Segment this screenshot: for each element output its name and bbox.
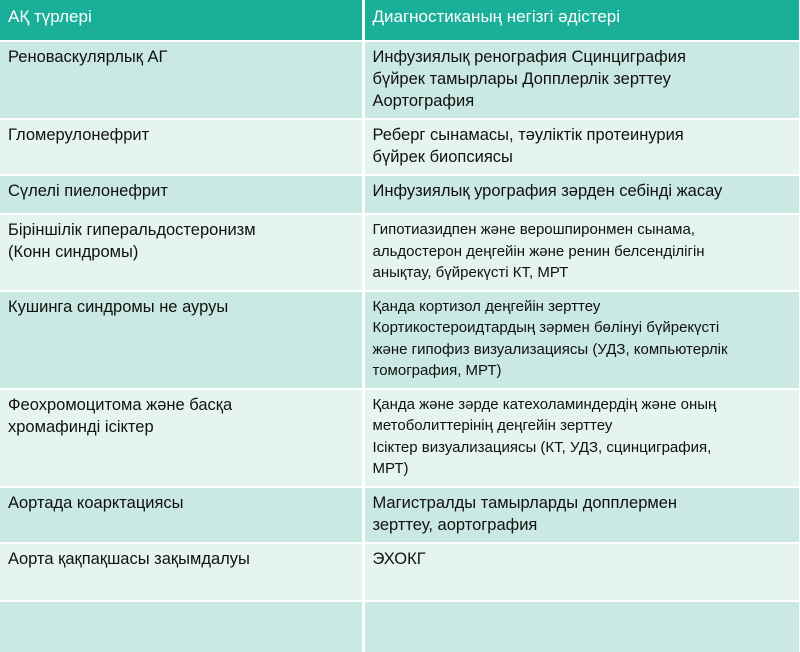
type-cell <box>0 175 363 214</box>
table-row <box>0 389 800 487</box>
table-row <box>0 41 800 119</box>
table-row-partial <box>0 601 800 652</box>
cell-line: метоболиттерінің деңгейін зерттеу <box>372 417 613 434</box>
table-row <box>0 119 800 175</box>
type-cell <box>0 41 363 119</box>
cell-line: Қанда кортизол деңгейін зерттеу <box>372 297 601 315</box>
type-cell <box>0 119 363 175</box>
cell-line: томография, МРТ) <box>372 362 502 379</box>
method-cell <box>363 487 800 543</box>
cell-line: ЭХОКГ <box>372 549 426 568</box>
cell-line: Гломерулонефрит <box>8 126 150 144</box>
header-hypertension-types: АҚ түрлері <box>0 0 363 41</box>
cell-line: Реберг сынамасы, тәуліктік протеинурия <box>372 126 684 144</box>
cell-line: бүйрек тамырлары Допплерлік зерттеу <box>372 70 671 88</box>
method-cell <box>363 119 800 175</box>
cell-line: Аорта қақпақшасы зақымдалуы <box>8 549 250 568</box>
table-row <box>0 214 800 291</box>
table-row <box>0 291 800 389</box>
cell-line: Магистралды тамырларды допплермен <box>372 493 678 512</box>
cell-line: және гипофиз визуализациясы (УДЗ, компьютерлік <box>372 340 728 358</box>
cell-line: Сүлелі пиелонефрит <box>8 182 168 200</box>
cell-line: МРТ) <box>372 460 409 477</box>
cell-line: Феохромоцитома және басқа <box>8 395 233 414</box>
method-cell <box>363 543 800 601</box>
cell-line: Инфузиялық урография зәрден себінді жасау <box>372 182 723 200</box>
cell-line: бүйрек биопсиясы <box>372 148 513 166</box>
cell-line: Аортада коарктациясы <box>8 493 184 512</box>
cell-line: Кушинга синдромы не ауруы <box>8 297 229 316</box>
cell-line: Кортикостероидтардың зәрмен бөлінуі бүйрекүсті <box>372 319 720 336</box>
type-cell <box>0 291 363 389</box>
table-header-row <box>0 0 800 41</box>
method-cell <box>363 389 800 487</box>
type-cell <box>0 214 363 291</box>
cell-line: Ісіктер визуализациясы (КТ, УДЗ, сцинциграфия, <box>372 438 712 456</box>
method-cell <box>363 291 800 389</box>
type-cell <box>0 487 363 543</box>
cell-line: Аортография <box>372 92 475 110</box>
cell-line: Гипотиазидпен және верошпиронмен сынама, <box>372 221 695 238</box>
cell-line: Реноваскулярлық АГ <box>8 48 168 66</box>
type-cell <box>0 601 363 652</box>
type-cell <box>0 543 363 601</box>
cell-line: Қанда және зәрде катехоламиндердің және оның <box>372 395 717 413</box>
cell-line: зерттеу, аортография <box>372 515 538 534</box>
method-cell <box>363 41 800 119</box>
cell-line: (Конн синдромы) <box>8 243 139 261</box>
cell-line: анықтау, бүйрекүсті КТ, МРТ <box>372 264 569 281</box>
cell-line: Инфузиялық ренография Сцинциграфия <box>372 48 686 66</box>
method-cell <box>363 175 800 214</box>
table-row <box>0 175 800 214</box>
header-diagnostic-methods: Диагностиканың негізгі әдістері <box>363 0 800 41</box>
table-row <box>0 487 800 543</box>
cell-line: альдостерон деңгейін және ренин белсенділігін <box>372 242 705 260</box>
table-row <box>0 543 800 601</box>
method-cell <box>363 214 800 291</box>
method-cell <box>363 601 800 652</box>
cell-line: Біріншілік гиперальдостеронизм <box>8 221 256 239</box>
cell-line: хромафинді ісіктер <box>8 417 154 436</box>
type-cell <box>0 389 363 487</box>
